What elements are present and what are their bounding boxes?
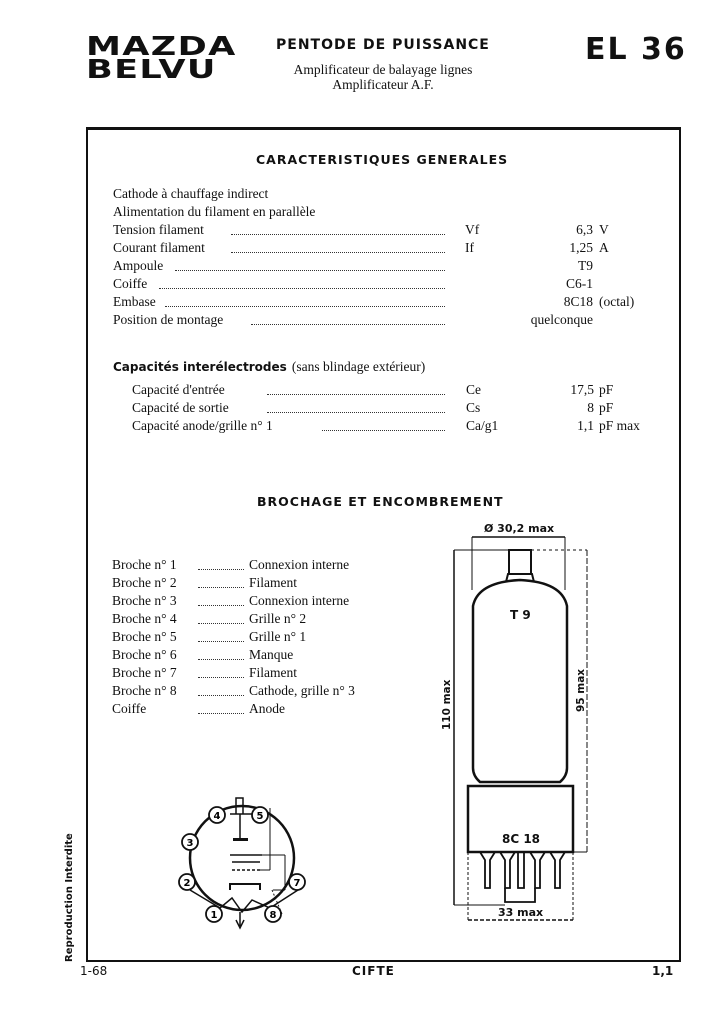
leader-dots [159, 288, 445, 289]
capacity-row [132, 381, 652, 399]
pin-label: Broche n° 4 [112, 611, 177, 626]
spec-label: Embase [113, 294, 156, 309]
leader-dots [198, 569, 244, 570]
subtitle-line1: Amplificateur de balayage lignes [293, 62, 473, 77]
total-height-dimension: 110 max [441, 679, 453, 730]
footer-page-number: 1,1 [652, 964, 674, 978]
pin-label: Coiffe [112, 701, 147, 716]
pin-1-label: 1 [210, 910, 218, 921]
capacity-label: Capacité anode/grille n° 1 [132, 418, 273, 433]
pin-label: Broche n° 6 [112, 647, 177, 662]
spec-value: 6,3 [576, 222, 593, 237]
intro-line: Alimentation du filament en parallèle [113, 204, 316, 219]
spec-unit: A [599, 240, 609, 255]
pin-5-label: 5 [256, 811, 264, 822]
model-number: EL 36 [585, 32, 687, 67]
spec-row [113, 275, 653, 293]
leader-dots [231, 252, 445, 253]
pin-function: Anode [249, 701, 285, 716]
leader-dots [198, 659, 244, 660]
brand-belvu: BELVU [86, 55, 217, 85]
spec-value: quelconque [530, 312, 593, 327]
capacity-row [132, 399, 652, 417]
spec-row [113, 311, 653, 329]
pin-function: Grille n° 2 [249, 611, 307, 626]
leader-dots [198, 587, 244, 588]
pin-row [112, 664, 412, 682]
capacity-unit: pF [599, 382, 614, 397]
section-heading-general: CARACTERISTIQUES GENERALES [256, 152, 509, 167]
spec-label: Tension filament [113, 222, 204, 237]
capacity-symbol: Ca/g1 [466, 418, 499, 433]
footer-date: 1-68 [80, 964, 108, 978]
spec-symbol: If [465, 240, 474, 255]
pin-row [112, 610, 412, 628]
tube-outline-drawing [430, 510, 610, 930]
bulb-height-dimension: 95 max [575, 668, 587, 712]
spec-value: 1,25 [569, 240, 593, 255]
spec-symbol: Vf [465, 222, 480, 237]
leader-dots [198, 713, 244, 714]
capacity-unit: pF [599, 400, 614, 415]
pin-function: Manque [249, 647, 294, 662]
base-width-dimension: 33 max [498, 906, 544, 919]
pin-row [112, 556, 412, 574]
spec-row [113, 221, 653, 239]
subtitle-line2: Amplificateur A.F. [332, 77, 434, 92]
brand-mazda: MAZDA [86, 32, 237, 62]
capacity-value: 1,1 [577, 418, 594, 433]
leader-dots [198, 695, 244, 696]
capacity-value: 17,5 [570, 382, 594, 397]
spec-label: Position de montage [113, 312, 224, 327]
pin-label: Broche n° 7 [112, 665, 177, 680]
pin-function: Filament [249, 575, 297, 590]
pin-4-label: 4 [213, 811, 221, 822]
diameter-dimension: Ø 30,2 max [484, 522, 555, 535]
pin-7-label: 7 [293, 878, 301, 889]
pin-function: Connexion interne [249, 593, 350, 608]
spec-unit: V [599, 222, 609, 237]
capacity-value: 8 [587, 400, 594, 415]
pin-label: Broche n° 1 [112, 557, 177, 572]
leader-dots [198, 677, 244, 678]
spec-unit: (octal) [599, 294, 635, 309]
pin-function: Connexion interne [249, 557, 350, 572]
capacity-symbol: Cs [466, 400, 481, 415]
spec-label: Coiffe [113, 276, 148, 291]
pin-label: Broche n° 2 [112, 575, 177, 590]
pin-function: Cathode, grille n° 3 [249, 683, 355, 698]
spec-row [113, 257, 653, 275]
pin-row [112, 700, 412, 718]
spec-value: C6-1 [566, 276, 593, 291]
capacity-symbol: Ce [466, 382, 481, 397]
leader-dots [251, 324, 445, 325]
section-heading-capacities [113, 356, 425, 376]
pin-function: Filament [249, 665, 297, 680]
pin-function: Grille n° 1 [249, 629, 307, 644]
capacities-note: (sans blindage extérieur) [291, 359, 426, 374]
reproduction-notice: Reproduction Interdite [64, 833, 75, 962]
pin-row [112, 646, 412, 664]
leader-dots [175, 270, 445, 271]
capacity-label: Capacité de sortie [132, 400, 229, 415]
leader-dots [267, 412, 445, 413]
spec-label: Ampoule [113, 258, 164, 273]
leader-dots [198, 605, 244, 606]
spec-value: 8C18 [563, 294, 593, 309]
socket-pinout-diagram [170, 790, 320, 930]
capacities-heading: Capacités interélectrodes [113, 360, 287, 374]
footer-publisher: CIFTE [352, 964, 395, 978]
base-type-label: 8C 18 [502, 832, 541, 846]
document-title: PENTODE DE PUISSANCE [276, 37, 490, 53]
intro-line: Cathode à chauffage indirect [113, 186, 269, 201]
pin-label: Broche n° 3 [112, 593, 177, 608]
capacity-unit: pF max [599, 418, 640, 433]
pin-3-label: 3 [186, 838, 194, 849]
spec-row [113, 239, 653, 257]
spec-label: Courant filament [113, 240, 205, 255]
leader-dots [165, 306, 445, 307]
pin-row [112, 628, 412, 646]
bulb-type-label: T 9 [510, 608, 531, 622]
capacity-label: Capacité d'entrée [132, 382, 225, 397]
capacity-row [132, 417, 652, 435]
leader-dots [198, 623, 244, 624]
pin-label: Broche n° 5 [112, 629, 177, 644]
pin-2-label: 2 [183, 878, 191, 889]
leader-dots [198, 641, 244, 642]
leader-dots [267, 394, 445, 395]
pin-8-label: 8 [269, 910, 277, 921]
leader-dots [322, 430, 445, 431]
spec-value: T9 [578, 258, 593, 273]
spec-row [113, 293, 653, 311]
pin-row [112, 574, 412, 592]
leader-dots [231, 234, 445, 235]
pin-label: Broche n° 8 [112, 683, 177, 698]
pin-row [112, 592, 412, 610]
pin-row [112, 682, 412, 700]
section-heading-pinout: BROCHAGE ET ENCOMBREMENT [257, 494, 504, 509]
